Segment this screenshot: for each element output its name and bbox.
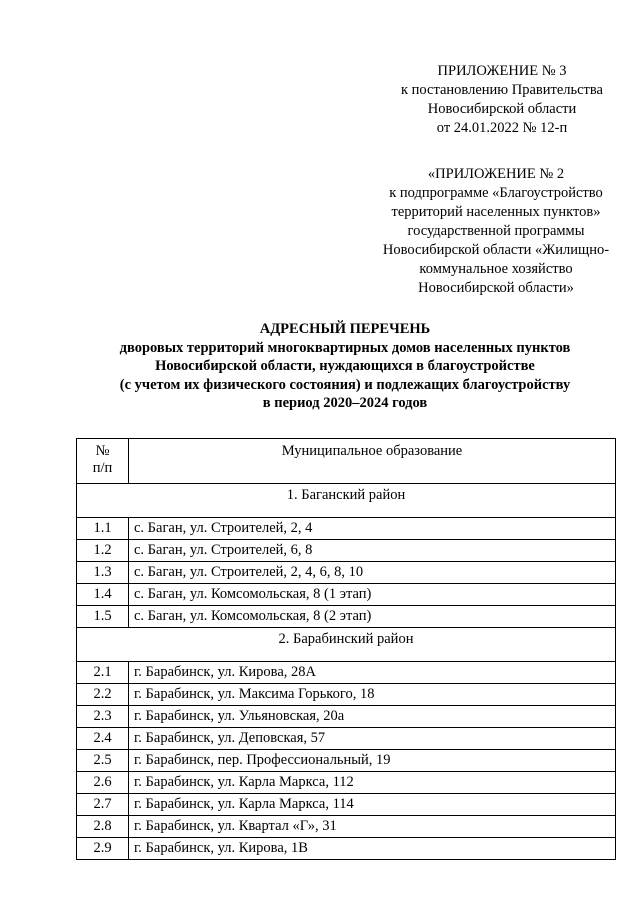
- row-number: 1.4: [77, 584, 129, 606]
- appendix-2-line: Новосибирской области»: [418, 280, 574, 296]
- row-address: г. Барабинск, ул. Максима Горького, 18: [129, 684, 616, 706]
- header-number-cell: [77, 439, 129, 484]
- row-address: с. Баган, ул. Строителей, 6, 8: [129, 540, 616, 562]
- row-number: 1.1: [77, 518, 129, 540]
- row-address: с. Баган, ул. Комсомольская, 8 (2 этап): [129, 606, 616, 628]
- row-address: г. Барабинск, ул. Ульяновская, 20а: [129, 706, 616, 728]
- heading-title: АДРЕСНЫЙ ПЕРЕЧЕНЬ: [259, 321, 431, 337]
- table-row: [77, 562, 616, 584]
- table-header-row: [77, 439, 616, 484]
- appendix-2-line: территорий населенных пунктов»: [391, 204, 601, 220]
- row-number: 2.8: [77, 816, 129, 838]
- appendix-3-line: Новосибирской области: [427, 101, 577, 117]
- row-address: г. Барабинск, пер. Профессиональный, 19: [129, 750, 616, 772]
- row-number: 2.9: [77, 838, 129, 860]
- row-number: 2.6: [77, 772, 129, 794]
- row-address: с. Баган, ул. Строителей, 2, 4, 6, 8, 10: [129, 562, 616, 584]
- table-row: [77, 816, 616, 838]
- row-number: 2.2: [77, 684, 129, 706]
- table-row: [77, 662, 616, 684]
- appendix-2-block: [368, 165, 624, 298]
- table-row: [77, 606, 616, 628]
- row-address: г. Барабинск, ул. Квартал «Г», 31: [129, 816, 616, 838]
- row-number: 1.3: [77, 562, 129, 584]
- table-row: [77, 518, 616, 540]
- row-number: 2.7: [77, 794, 129, 816]
- table-row: [77, 728, 616, 750]
- header-name-cell: Муниципальное образование: [129, 439, 616, 484]
- appendix-3-line: ПРИЛОЖЕНИЕ № 3: [437, 63, 567, 79]
- row-number: 1.2: [77, 540, 129, 562]
- header-number-sublabel: п/п: [92, 460, 113, 476]
- heading-line: дворовых территорий многоквартирных домов населенных пунктов: [119, 339, 571, 356]
- section-title: 2. Барабинский район: [77, 628, 616, 662]
- row-number: 1.5: [77, 606, 129, 628]
- table-row: [77, 772, 616, 794]
- appendix-2-line: коммунальное хозяйство: [419, 261, 573, 277]
- row-number: 2.3: [77, 706, 129, 728]
- row-address: г. Барабинск, ул. Карла Маркса, 114: [129, 794, 616, 816]
- heading-line: (с учетом их физического состояния) и подлежащих благоустройству: [119, 376, 571, 393]
- row-address: с. Баган, ул. Комсомольская, 8 (1 этап): [129, 584, 616, 606]
- row-address: с. Баган, ул. Строителей, 2, 4: [129, 518, 616, 540]
- row-address: г. Барабинск, ул. Деповская, 57: [129, 728, 616, 750]
- appendix-2-line: «ПРИЛОЖЕНИЕ № 2: [427, 166, 565, 182]
- section-row-barabinsk: [77, 628, 616, 662]
- section-row-bagan: [77, 484, 616, 518]
- appendix-3-line: от 24.01.2022 № 12-п: [436, 120, 568, 136]
- row-address: г. Барабинск, ул. Кирова, 28А: [129, 662, 616, 684]
- heading-line: Новосибирской области, нуждающихся в благоустройстве: [155, 358, 535, 374]
- row-number: 2.5: [77, 750, 129, 772]
- table-row: [77, 750, 616, 772]
- row-number: 2.1: [77, 662, 129, 684]
- table-row: [77, 706, 616, 728]
- appendix-2-line: государственной программы: [407, 223, 585, 239]
- table-row: [77, 838, 616, 860]
- appendix-3-line: к постановлению Правительства: [401, 82, 603, 98]
- row-number: 2.4: [77, 728, 129, 750]
- row-address: г. Барабинск, ул. Кирова, 1В: [129, 838, 616, 860]
- appendix-3-block: [390, 62, 614, 138]
- section-title: 1. Баганский район: [77, 484, 616, 518]
- document-heading: [70, 320, 620, 413]
- address-list-table: [76, 438, 616, 860]
- table-row: [77, 584, 616, 606]
- table-row: [77, 540, 616, 562]
- table-row: [77, 684, 616, 706]
- appendix-2-line: к подпрограмме «Благоустройство: [389, 185, 603, 201]
- header-number-label: №: [95, 443, 110, 459]
- appendix-2-line: Новосибирской области «Жилищно-: [382, 242, 610, 258]
- row-address: г. Барабинск, ул. Карла Маркса, 112: [129, 772, 616, 794]
- table-row: [77, 794, 616, 816]
- heading-line: в период 2020–2024 годов: [262, 395, 428, 411]
